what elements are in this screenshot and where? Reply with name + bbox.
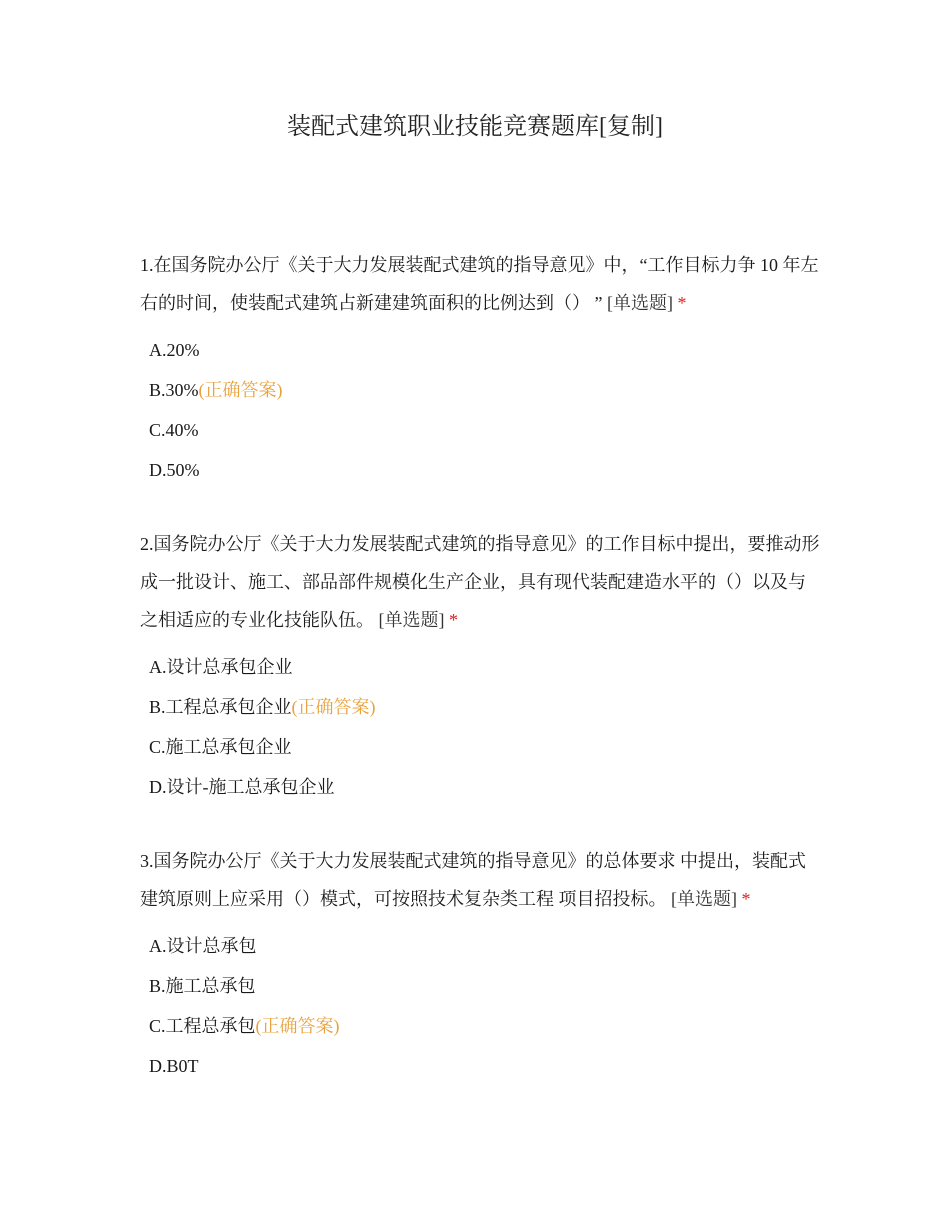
option-label: C.工程总承包 xyxy=(149,1016,256,1036)
options-list xyxy=(140,330,820,490)
option-label: B.工程总承包企业 xyxy=(149,697,292,717)
options-list xyxy=(140,647,820,807)
correct-answer-mark: (正确答案) xyxy=(291,697,376,717)
option-d xyxy=(140,767,820,807)
option-label: A.20% xyxy=(149,340,200,360)
required-star: * xyxy=(741,889,751,909)
question-type-label: [单选题] xyxy=(607,293,673,313)
option-c xyxy=(140,1006,820,1046)
option-label: A.设计总承包企业 xyxy=(149,657,293,677)
question-text: 2.国务院办公厅《关于大力发展装配式建筑的指导意见》的工作目标中提出，要推动形成一批设计、施工、部品部件规模化生产企业，具有现代装配建造水平的（）以及与之相适应的专业化技能队伍。 xyxy=(140,534,820,630)
option-label: C.施工总承包企业 xyxy=(149,737,292,757)
required-star: * xyxy=(449,610,458,630)
page-title: 装配式建筑职业技能竞赛题库[复制] xyxy=(287,114,663,140)
option-b xyxy=(140,370,820,410)
question-text-block xyxy=(140,842,820,918)
question-2 xyxy=(140,525,820,807)
option-label: D.设计-施工总承包企业 xyxy=(149,777,335,797)
correct-answer-mark: (正确答案) xyxy=(255,1016,340,1036)
question-text-block xyxy=(140,246,820,322)
option-label: C.40% xyxy=(149,420,199,440)
required-star: * xyxy=(677,293,687,313)
option-label: B.施工总承包 xyxy=(149,976,256,996)
option-label: A.设计总承包 xyxy=(149,936,257,956)
options-list xyxy=(140,926,820,1086)
option-label: B.30% xyxy=(149,380,199,400)
question-text: 3.国务院办公厅《关于大力发展装配式建筑的指导意见》的总体要求 中提出，装配式建筑原则上应采用（）模式，可按照技术复杂类工程 项目招投标。 xyxy=(140,851,806,909)
option-b xyxy=(140,966,820,1006)
question-text: 1.在国务院办公厅《关于大力发展装配式建筑的指导意见》中，“工作目标力争 10 年左右的时间，使装配式建筑占新建建筑面积的比例达到（） ” xyxy=(140,255,819,313)
option-label: D.50% xyxy=(149,460,200,480)
question-type-label: [单选题] xyxy=(378,610,445,630)
option-c xyxy=(140,727,820,767)
option-label: D.B0T xyxy=(149,1056,199,1076)
question-1 xyxy=(140,246,820,490)
question-type-label: [单选题] xyxy=(671,889,737,909)
correct-answer-mark: (正确答案) xyxy=(198,380,283,400)
option-c xyxy=(140,410,820,450)
option-a xyxy=(140,330,820,370)
option-a xyxy=(140,926,820,966)
option-b xyxy=(140,687,820,727)
option-d xyxy=(140,1046,820,1086)
option-a xyxy=(140,647,820,687)
question-3 xyxy=(140,842,820,1086)
option-d xyxy=(140,450,820,490)
question-text-block xyxy=(140,525,820,639)
